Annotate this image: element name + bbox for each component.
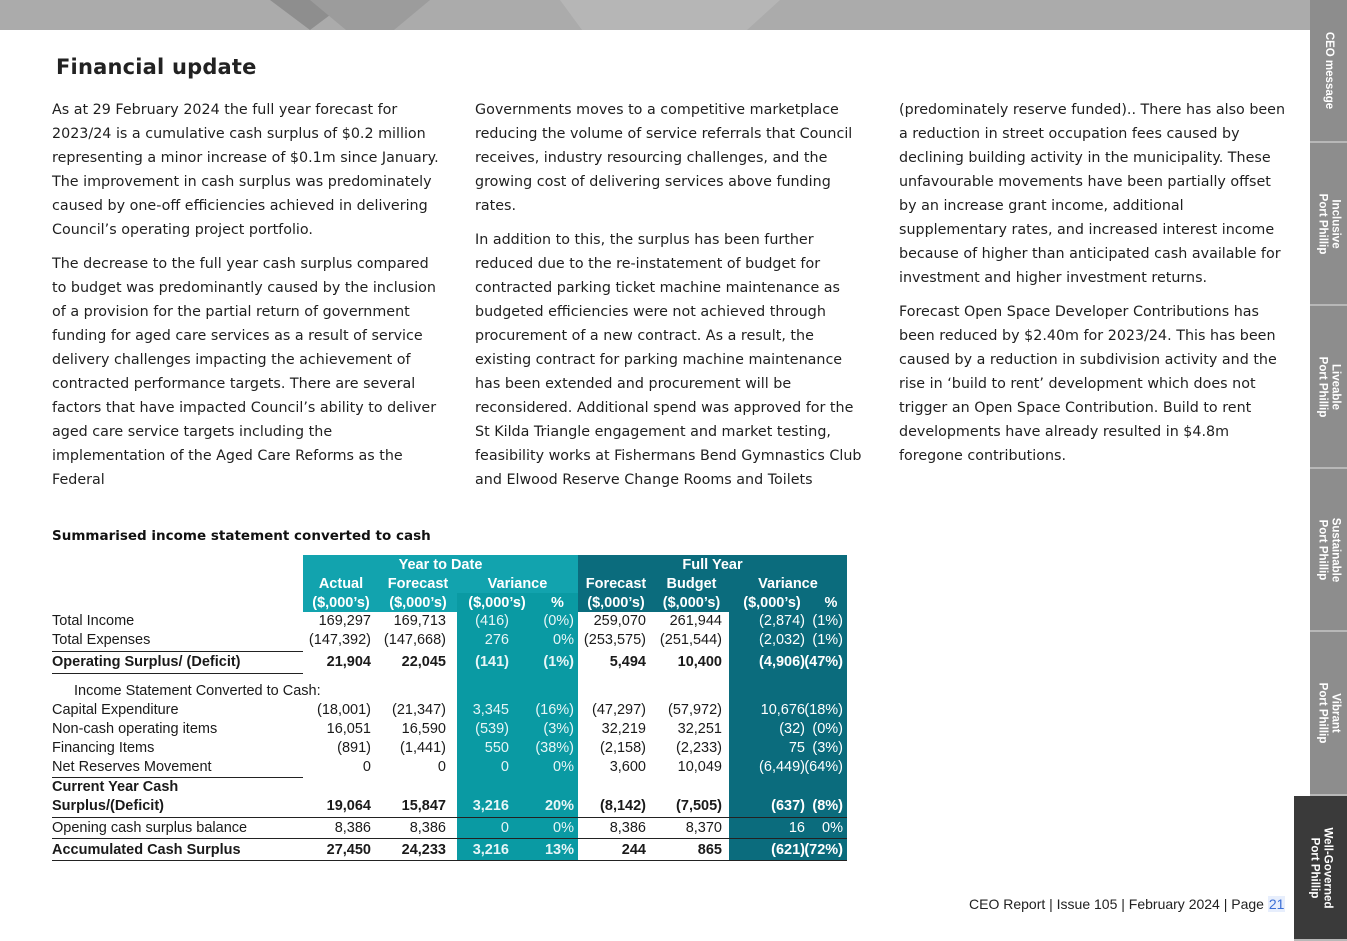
table-cell: 5,494 [609, 654, 646, 670]
table-cell: (38%) [535, 740, 574, 756]
table-cell: (57,972) [667, 702, 722, 718]
table-cell: 16 [788, 820, 805, 836]
sidebar-tab-label [1308, 827, 1334, 908]
table-cell: 16,590 [401, 721, 446, 737]
group-header-ytd: Year to Date [398, 557, 483, 573]
table-cell: 550 [484, 740, 509, 756]
table-cell: (1%) [812, 632, 843, 648]
sidebar-tab[interactable] [1310, 306, 1347, 469]
table-cell: 32,219 [601, 721, 646, 737]
paragraph: In addition to this, the surplus has been further reduced due to the re-instatement of budget for contracted parking ticket machine maintenance as budgeted efficiencies were not achieved through procurement of a new contract. As a result, the existing contract for parking machine maintenance has been extended and procurement will be reconsidered. Additional spend was approved for the St Kilda Triangle engagement and market testing, feasibility works at Fishermans Bend Gymnastics Club and Elwood Reserve Change Rooms and Toilets [475, 232, 862, 488]
table-cell: 32,251 [677, 721, 722, 737]
header-actual: Actual [318, 576, 364, 592]
row-label: Total Income [52, 613, 135, 629]
header-budget: Budget [666, 576, 717, 592]
table-cell: 10,049 [677, 759, 722, 775]
table-cell: (3%) [812, 740, 843, 756]
sidebar-tab-label [1322, 32, 1335, 109]
table-cell: 19,064 [326, 798, 371, 814]
row-label: Operating Surplus/ (Deficit) [52, 654, 241, 670]
table-cell: (18,001) [316, 702, 371, 718]
sidebar-tab-line2: Port Phillip [1308, 837, 1321, 898]
table-cell: 0% [822, 820, 843, 836]
table-cell: 259,070 [593, 613, 646, 629]
table-cell: (47,297) [591, 702, 646, 718]
table-cell: 169,297 [318, 613, 371, 629]
table-cell: 20% [544, 798, 574, 814]
table-cell: 8,386 [334, 820, 371, 836]
table-cell: 169,713 [393, 613, 446, 629]
row-label: Total Expenses [52, 632, 151, 648]
table-cell: 0% [553, 759, 574, 775]
table-cell: 3,600 [609, 759, 646, 775]
table-cell: 0% [553, 820, 574, 836]
table-cell: 21,904 [326, 654, 371, 670]
income-statement-table [52, 555, 847, 860]
sidebar-tab-line1: Liveable [1329, 363, 1342, 410]
table-cell: (18%) [804, 702, 843, 718]
table-cell: (72%) [804, 842, 843, 858]
table-cell: 75 [788, 740, 805, 756]
text-column-3 [899, 98, 1289, 478]
page-footer [969, 896, 1285, 912]
unit-variance: ($,000’s) [468, 595, 526, 611]
table-cell: (7,505) [676, 798, 722, 814]
table-cell: (251,544) [659, 632, 722, 648]
table-cell: (4,906) [759, 654, 805, 670]
header-variance-fy: Variance [758, 576, 818, 592]
paragraph: As at 29 February 2024 the full year forecast for 2023/24 is a cumulative cash surplus of $0.2 million representing a minor increase of $0.1m since January. The improvement in cash surplus was predominately caused by one-off efficiencies achieved in delivering Council’s operating project portfolio. [52, 102, 439, 238]
sidebar-tab-line1: Vibrant [1329, 693, 1342, 733]
page-title: Financial update [56, 55, 257, 79]
unit-budget: ($,000’s) [662, 595, 721, 611]
table-cell: 0 [500, 759, 509, 775]
paragraph: (predominately reserve funded).. There has also been a reduction in street occupation fees caused by declining building activity in the municipality. These unfavourable movements have been partially offset by an increase grant income, additional supplementary rates, and increased interest income because of higher than anticipated cash available for investment and higher investment returns. [899, 102, 1286, 286]
header-forecast-fy: Forecast [585, 576, 647, 592]
sidebar-tab-label [1316, 517, 1342, 582]
unit-pct: % [551, 595, 564, 611]
row-label: Net Reserves Movement [52, 759, 212, 775]
table-cell: 22,045 [401, 654, 446, 670]
table-cell: (539) [475, 721, 509, 737]
table-cell: 13% [544, 842, 574, 858]
sidebar-tab[interactable] [1310, 469, 1347, 632]
row-label: Accumulated Cash Surplus [52, 842, 241, 858]
table-cell: (6,449) [759, 759, 805, 775]
table-rule [52, 838, 847, 839]
top-banner [0, 0, 1310, 30]
table-cell: 0% [553, 632, 574, 648]
page-number: 21 [1268, 896, 1285, 912]
unit-variance-fy: ($,000’s) [743, 595, 801, 611]
table-title: Summarised income statement converted to cash [52, 528, 431, 544]
row-label: Financing Items [52, 740, 155, 756]
table-cell: 0 [437, 759, 446, 775]
table-rule [52, 651, 303, 652]
unit-forecast: ($,000’s) [389, 595, 447, 611]
sidebar-tab-label [1316, 193, 1342, 254]
table-cell: 8,386 [609, 820, 646, 836]
table-cell: (0%) [543, 613, 574, 629]
table-cell: 865 [697, 842, 722, 858]
sidebar-tab[interactable] [1310, 143, 1347, 306]
table-subheading: Income Statement Converted to Cash: [74, 683, 321, 699]
sidebar-tab[interactable] [1310, 0, 1347, 143]
table-cell: 244 [621, 842, 646, 858]
sidebar-tab-line1: Well-Governed [1321, 827, 1334, 908]
table-cell: (64%) [804, 759, 843, 775]
sidebar-tab-line2: Port Phillip [1316, 519, 1329, 580]
table-rule [52, 860, 847, 861]
table-cell: 0 [362, 759, 371, 775]
table-cell: 10,676 [760, 702, 805, 718]
sidebar-tab[interactable] [1310, 632, 1347, 796]
table-cell: (891) [337, 740, 371, 756]
row-label: Current Year Cash [52, 779, 179, 795]
table-cell: (2,874) [759, 613, 805, 629]
table-cell: 8,370 [685, 820, 722, 836]
unit-actual: ($,000’s) [312, 595, 370, 611]
table-cell: 15,847 [401, 798, 446, 814]
header-variance: Variance [487, 576, 548, 592]
table-cell: (253,575) [583, 632, 646, 648]
row-label: Capital Expenditure [52, 702, 179, 718]
table-cell: (621) [771, 842, 805, 858]
table-cell: 0 [500, 820, 509, 836]
sidebar-tab-line1: Inclusive [1329, 198, 1342, 249]
table-cell: (2,233) [676, 740, 722, 756]
row-label: Non-cash operating items [52, 721, 218, 737]
section-sidebar [1310, 0, 1347, 941]
sidebar-tab-line1: CEO message [1323, 31, 1336, 110]
sidebar-tab-line1: Sustainable [1329, 517, 1342, 582]
table-cell: 8,386 [409, 820, 446, 836]
table-cell: (141) [475, 654, 509, 670]
sidebar-tab-line2: Port Phillip [1316, 193, 1329, 254]
paragraph: Forecast Open Space Developer Contributions has been reduced by $2.40m for 2023/24. This has been caused by a reduction in subdivision activity and the rise in ‘build to rent’ development which does not trigger an Open Space Contribution. Build to rent developments have already resulted in $4.8m foregone contributions. [899, 304, 1277, 464]
footer-text: CEO Report | Issue 105 | February 2024 | Page [969, 896, 1268, 912]
row-label: Opening cash surplus balance [52, 820, 248, 836]
table-cell: 10,400 [677, 654, 722, 670]
text-column-1 [52, 98, 442, 502]
table-cell: (32) [779, 721, 805, 737]
table-rule [52, 777, 303, 778]
table-cell: (2,158) [600, 740, 646, 756]
table-cell: (8%) [812, 798, 843, 814]
table-cell: (0%) [812, 721, 843, 737]
table-cell: (147,668) [383, 632, 446, 648]
table-cell: (1%) [543, 654, 574, 670]
table-cell: 3,216 [472, 798, 509, 814]
header-forecast: Forecast [387, 576, 449, 592]
table-cell: (2,032) [759, 632, 805, 648]
table-cell: (1%) [812, 613, 843, 629]
table-cell: 3,345 [472, 702, 509, 718]
table-cell: (147,392) [308, 632, 371, 648]
table-cell: (47%) [804, 654, 843, 670]
table-rule [52, 673, 303, 674]
table-cell: 261,944 [669, 613, 722, 629]
paragraph: The decrease to the full year cash surplus compared to budget was predominantly caused by the inclusion of a provision for the partial return of government funding for aged care services as a result of service delivery challenges impacting the achievement of contracted performance targets. There are several factors that have impacted Council’s ability to deliver aged care service targets including the implementation of the Aged Care Reforms as the Federal [52, 256, 437, 488]
table-cell: (416) [475, 613, 509, 629]
sidebar-tab-line2: Port Phillip [1316, 682, 1329, 744]
table-cell: 16,051 [326, 721, 371, 737]
unit-forecast-fy: ($,000’s) [587, 595, 645, 611]
paragraph: Governments moves to a competitive marketplace reducing the volume of service referrals that Council receives, industry resourcing challenges, and the growing cost of delivering services above funding rates. [475, 102, 853, 214]
table-cell: 276 [484, 632, 509, 648]
table-cell: 24,233 [401, 842, 446, 858]
table-cell: 3,216 [472, 842, 509, 858]
sidebar-tab-line2: Port Phillip [1316, 356, 1329, 417]
table-cell: 27,450 [326, 842, 371, 858]
text-column-2 [475, 98, 865, 502]
banner-shape [560, 0, 780, 30]
sidebar-tab-label [1316, 356, 1342, 417]
table-rule [52, 817, 847, 818]
table-cell: (1,441) [400, 740, 446, 756]
table-cell: (21,347) [391, 702, 446, 718]
table-cell: (16%) [535, 702, 574, 718]
unit-pct-fy: % [824, 595, 838, 611]
sidebar-tab[interactable] [1294, 796, 1347, 941]
table-cell: (3%) [543, 721, 574, 737]
table-cell: (8,142) [600, 798, 646, 814]
sidebar-tab-label [1316, 683, 1342, 744]
table-cell: (637) [771, 798, 805, 814]
group-header-full-year: Full Year [682, 557, 743, 573]
row-label: Surplus/(Deficit) [52, 798, 164, 814]
